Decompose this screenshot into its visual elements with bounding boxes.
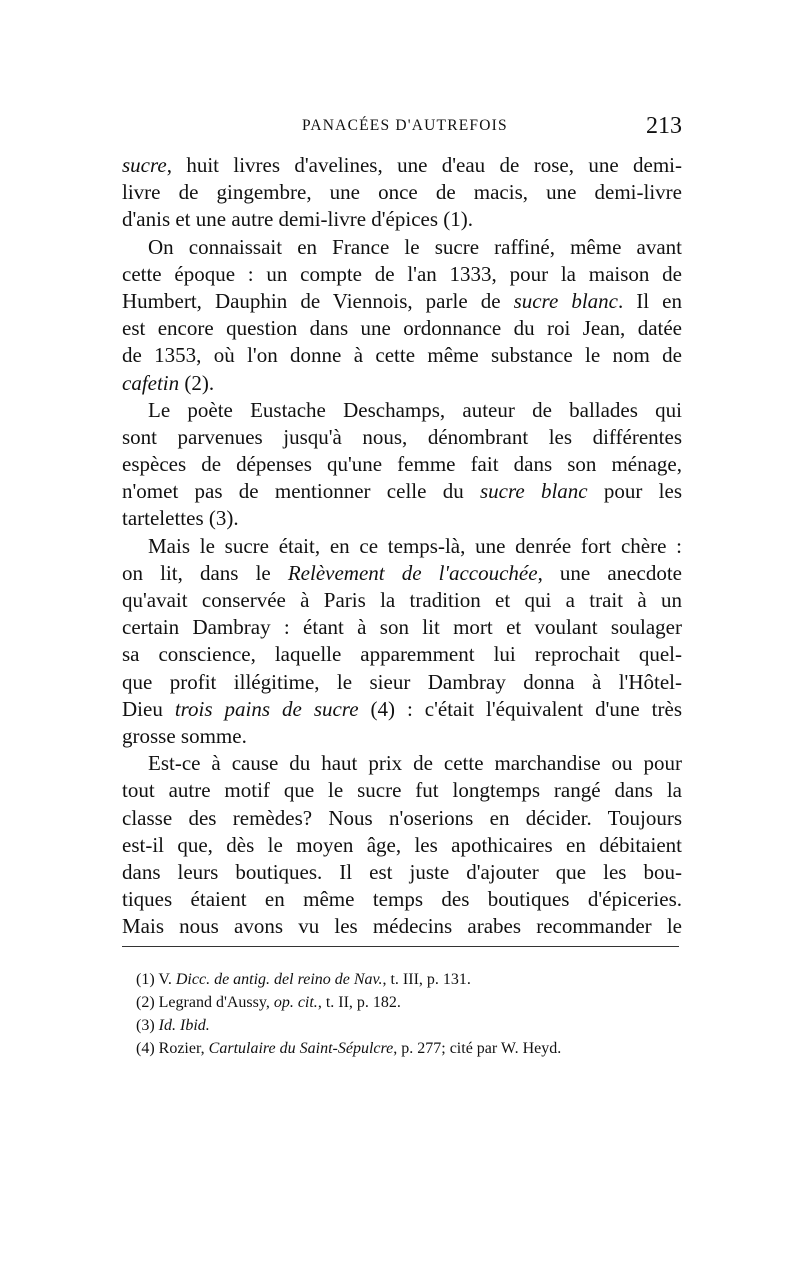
text-run: . Il en [617,288,682,313]
text-run: (3) [136,1017,159,1034]
text-run: , t. III, p. 131. [382,971,471,988]
text-run: Humbert, Dauphin de Viennois, parle de [122,288,514,313]
text-line [122,832,682,859]
footnote-rule [122,946,679,947]
italic-text: cafetin [122,370,180,395]
text-run: sont parvenues jusqu'à nous, dénombrant les différentes [122,424,682,449]
text-run: (2). [179,370,215,395]
text-line [122,261,682,288]
text-line [122,234,682,261]
text-line [122,913,682,940]
text-run: de 1353, où l'on donne à cette même substance le nom de [122,343,682,368]
text-run: cette époque : un compte de l'an 1333, pour la maison de [122,261,682,286]
text-run: , t. II, p. 182. [317,994,401,1011]
text-line [122,152,682,179]
text-run: , p. 277; cité par W. Heyd. [393,1040,562,1057]
text-line [122,315,682,342]
italic-text: op. cit. [273,994,318,1011]
text-line [122,886,682,913]
text-run: d'anis et une autre demi-livre d'épices (1). [122,207,474,232]
text-run: n'omet pas de mentionner celle du [122,479,480,504]
text-line [122,669,682,696]
text-line [122,560,682,587]
running-title: PANACÉES D'AUTREFOIS [302,117,508,134]
text-line [122,342,682,369]
text-run: (4) Rozier, [136,1040,209,1057]
text-line [122,288,682,315]
footnote [122,1037,682,1060]
text-run: tiques étaient en même temps des boutiques d'épiceries. [122,887,682,912]
text-run: est encore question dans une ordonnance du roi Jean, datée [122,316,682,341]
text-run: Le poète Eustache Deschamps, auteur de ballades qui [148,397,682,422]
footnotes [122,968,682,1060]
text-run: grosse somme. [122,723,247,748]
body-text [122,152,682,940]
text-run: sa conscience, laquelle apparemment lui reprochait quel- [122,642,682,667]
text-line [122,397,682,424]
text-run: On connaissait en France le sucre raffiné, même avant [148,234,682,259]
italic-text: Relèvement de l'accouchée [287,560,538,585]
text-line [122,370,682,397]
text-run: certain Dambray : étant à son lit mort et voulant soulager [122,615,682,640]
footnote [122,991,682,1014]
text-run: dans leurs boutiques. Il est juste d'ajouter que les bou- [122,859,682,884]
text-line [122,859,682,886]
text-line [122,805,682,832]
text-line [122,614,682,641]
text-run: (4) : c'était l'équivalent d'une très [358,696,682,721]
text-line [122,424,682,451]
text-run: que profit illégitime, le sieur Dambray donna à l'Hôtel- [122,669,682,694]
text-line [122,587,682,614]
text-line [122,478,682,505]
text-run: (1) V. [136,971,176,988]
text-run: , huit livres d'avelines, une d'eau de rose, une demi- [166,153,682,177]
italic-text: Id. Ibid. [158,1017,210,1034]
text-run: qu'avait conservée à Paris la tradition et qui a trait à un [122,588,682,612]
text-line [122,750,682,777]
text-run: Mais le sucre était, en ce temps-là, une denrée fort chère : [148,533,682,558]
text-run: pour les [587,479,682,504]
italic-text: sucre blanc [513,288,618,313]
text-line [122,723,682,750]
text-run: Mais nous avons vu les médecins arabes recommander le [122,914,682,939]
text-run: Dieu [122,696,175,721]
text-run: (2) Legrand d'Aussy, [136,994,274,1011]
text-run: , une anecdote [537,560,682,585]
text-run: classe des remèdes? Nous n'oserions en décider. Toujours [122,805,682,830]
text-line [122,505,682,532]
text-line [122,451,682,478]
text-run: livre de gingembre, une once de macis, une demi-livre [122,180,682,205]
running-head [122,113,682,143]
italic-text: Dicc. de antig. del reino de Nav. [175,971,383,988]
footnote [122,1014,682,1037]
text-line [122,696,682,723]
text-run: espèces de dépenses qu'une femme fait dans son ménage, [122,452,682,477]
text-line [122,179,682,206]
italic-text: sucre blanc [479,479,588,504]
text-run: on lit, dans le [122,560,288,585]
text-line [122,641,682,668]
footnote [122,968,682,991]
text-run: tout autre motif que le sucre fut longtemps rangé dans la [122,778,682,803]
text-line [122,206,682,233]
page-number: 213 [646,113,682,139]
text-line [122,777,682,804]
italic-text: trois pains de sucre [174,696,359,721]
text-run: est-il que, dès le moyen âge, les apothicaires en débitaient [122,832,682,857]
text-line [122,533,682,560]
italic-text: Cartulaire du Saint-Sépulcre [208,1040,394,1057]
text-run: tartelettes (3). [122,506,239,531]
italic-text: sucre [122,153,167,177]
text-run: Est-ce à cause du haut prix de cette marchandise ou pour [148,751,682,776]
